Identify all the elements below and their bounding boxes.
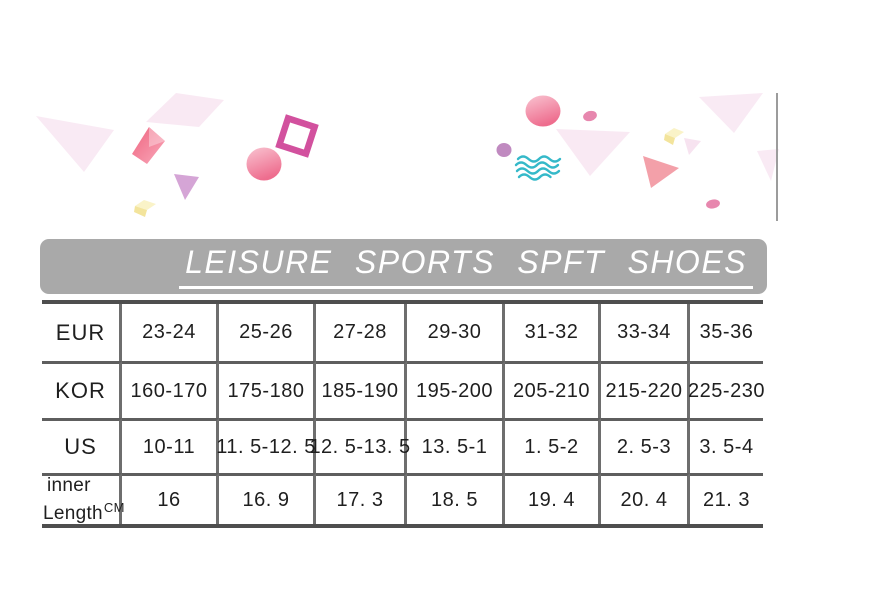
table-cell: 225-230	[690, 361, 763, 418]
table-cell: 17. 3	[316, 473, 407, 524]
table-cell: 185-190	[316, 361, 407, 418]
table-cell: 21. 3	[690, 473, 763, 524]
pink-diamond-icon	[132, 127, 165, 164]
table-cell: 215-220	[601, 361, 690, 418]
pink-triangle-right-icon	[643, 156, 679, 188]
inner-length-line2	[43, 497, 125, 525]
table-cell: 16. 9	[219, 473, 316, 524]
sparkle-oval-icon	[582, 109, 598, 122]
pale-triangle-mid-icon	[556, 129, 630, 176]
table-cell: 25-26	[219, 304, 316, 361]
purple-dot-icon	[497, 143, 512, 157]
table-cell: 160-170	[122, 361, 219, 418]
table-cell: 33-34	[601, 304, 690, 361]
table-cell: 13. 5-1	[407, 418, 505, 473]
pale-triangle-topright-icon	[699, 93, 763, 133]
table-cell: 19. 4	[505, 473, 601, 524]
size-table	[42, 300, 763, 528]
pink-circle-right-icon	[526, 96, 561, 127]
decorative-confetti-band	[0, 0, 882, 230]
cm-unit-label: CM	[103, 500, 125, 515]
inner-length-line1: inner	[47, 475, 91, 496]
table-cell: 175-180	[219, 361, 316, 418]
table-cell: 10-11	[122, 418, 219, 473]
lavender-triangle-icon	[174, 174, 199, 200]
table-cell: 205-210	[505, 361, 601, 418]
table-cell: 3. 5-4	[690, 418, 763, 473]
table-cell: 16	[122, 473, 219, 524]
teal-waves-icon	[516, 157, 560, 180]
row-label-kor: KOR	[42, 361, 122, 418]
table-cell: 11. 5-12. 5	[219, 418, 316, 473]
small-pale-triangle-icon	[684, 138, 701, 155]
page-title: LEISURE SPORTS SPFT SHOES	[179, 244, 753, 289]
small-pink-oval-icon	[705, 198, 720, 209]
table-cell: 31-32	[505, 304, 601, 361]
inner-length-word: Length	[43, 503, 103, 524]
hollow-square-icon	[279, 118, 314, 153]
row-label-inner-length	[42, 473, 125, 524]
pale-triangle-left-icon	[36, 116, 114, 172]
table-cell: 27-28	[316, 304, 407, 361]
table-cell: 35-36	[699, 321, 754, 343]
table-cell: 20. 4	[601, 473, 690, 524]
row-label-eur: EUR	[42, 304, 122, 361]
table-cell: 18. 5	[407, 473, 505, 524]
pink-circle-left-icon	[247, 148, 282, 181]
table-cell: 12. 5-13. 5	[316, 418, 407, 473]
table-cell: 23-24	[122, 304, 219, 361]
table-cell: 1. 5-2	[505, 418, 601, 473]
table-cell: 195-200	[407, 361, 505, 418]
pale-trapezoid-icon	[146, 93, 224, 127]
pale-triangle-edge-icon	[757, 149, 779, 181]
title-banner	[40, 239, 767, 294]
table-cell: 29-30	[407, 304, 505, 361]
table-cell: 2. 5-3	[601, 418, 690, 473]
row-label-us: US	[42, 418, 122, 473]
